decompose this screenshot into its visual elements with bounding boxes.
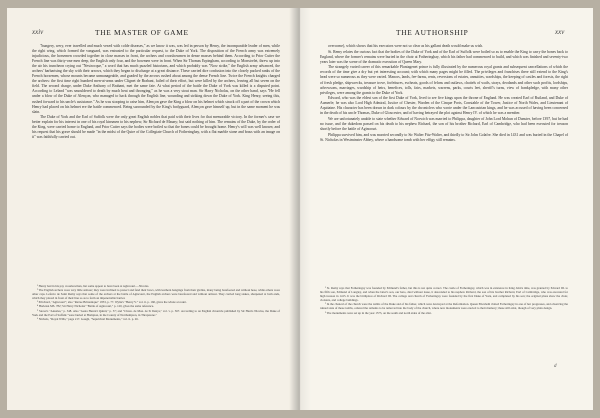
paragraph: The strangely varied career of this remarkable Plantagenet prince is fully illustrated by the numerous royal grants and subsequent cancellations of which the records of the time give a dry but yet interesting account; with which many pages might be filled. The privileges and franchises there still extend to the King's head were so numerous as they were varied. Manors, lands, fee-farms, rents, reversions of estates, annuities, wardships, the keeping of castles and forests, the right of fresh pledge, shipwrecks, treasure trove, forfeitures, escheats, goods of felons and outlaws, chattels of waifs, strays, deodands and other such profits, lordships, advowsons, marriages, wardship of heirs, benefices, tolls, fairs, markets, warrens, parks, courts leet, sheriff's turns, view of frankpledge, with many other privileges, were among the grants to the Duke of York. [320, 65, 568, 95]
open-book [7, 8, 593, 410]
body-text [32, 44, 280, 140]
footnote: ⁴ Harleian MS. 782; Sir Harry Nicholas' "Battle of Agincourt," p. 120, gives the same reference. [37, 304, 154, 309]
paragraph: "hungery, wery, ever travelled and much vexed with colde diseases," as we know it was, was led in person by Henry, the incomparable leader of men, while the right wing, which formed the vanguard, was entrusted to the particular request, to the Duke of York. The disposition of the French army was extremely injudicious, the horsemen crowded together in close masses in front, the archers and crossbowmen in dense masses behind them. According to Prior Cutter the French line was thirty-one men deep, the English only four, and the bowmen were in front. When Sir Thomas Erpingham, according to Monstrelet, threw up into the air his truncheon crying out "Nestrocque," a word that has much puzzled historians, and which probably was "Now strike," the English army advanced, the archers' barbarising the sky with their arrows, which they began to discharge at a great distance. These carried dire confusion into the closely packed ranks of the French horsemen, whose mounts became unmanageable, and goaded by the arrows rushed about among the dense French line. Twice the French knights charged the archers: the first time right hundred men-at-arms under Clignet de Brabant, failed of their effort, but were killed by the archers, leaving all but seven on the field. The second charge, under Duke Anthony of Brabant, met the same fate. At what period of the battle the Duke of York was killed is a disputed point. According to Leland "was smouldered to death by much heat and thronging," as he was a very stout man. Sir Harry Nicholas, on the other hand, says "He fell under a blow of the Duke of Alençon, who managed to hack through the English line, wounding and striking down the Duke of York. King Henry, seeing this, rushed forward to his uncle's assistance." As he was stooping to raise him, Alençon gave the King a blow on his helmet which struck off a part of the crown which Henry had placed on his helmet ere the battle commenced. Being surrounded by the King's bodyguard, Alençon gave himself up, but in the same moment he was slain. [32, 44, 280, 114]
running-head: THE AUTHORSHIP [396, 28, 469, 37]
signature-mark: d [554, 364, 557, 369]
body-text [320, 44, 568, 143]
left-page [7, 8, 300, 410]
running-head: THE MASTER OF GAME [95, 28, 189, 37]
footnotes [320, 286, 568, 315]
paragraph: Edward, who was the eldest son of the first Duke of York, lived to see five kings upon the throne of England. He was created Earl of Rutland, and Duke of Aumerle; he was also Lord High Admiral, Justice of Chester, Warden of the Cinque Ports, Constable of the Tower, Justice of North Wales, and Lieutenant of Aquitaine. His character has been drawn in dark colours by the chroniclers who wrote under the Lancastrian kings, and he was accused of having been concerned in the death of his uncle Thomas, Duke of Gloucester, and of having betrayed the plot against Henry IV. of which he was a member. [320, 96, 568, 116]
footnote: ¹ St. Remy says that Fotheringay was founded by Edmund's father, but this is not quite correct. The castle of Fotheringay, which was in existence in King John's time, was granted by Edward III. to his fifth son, Edmund of Langley, and when the latter's son, our hero, died without issue, it descended to his nephew Richard, the son of his brother Richard, Earl of Cambridge, who was executed for high treason in 1415. It was the birthplace of Richard III. The college and church of Fotheringay were founded by the first Duke of York, and completed by his son; the original plans show the choir, cloisters, and college buildings. [320, 286, 568, 303]
right-page [300, 8, 593, 410]
paragraph: St. Remy relates the curious fact that the bodies of the Duke of York and of the Earl of Suffolk were boiled so as to enable the King to carry the bones back to England, where the former's remains were buried in the choir at Fotheringhay, which his father had commenced to build, and which was finished and seventy-two years later was the scene of the dramatic execution of Queen Mary. [320, 49, 568, 64]
paragraph: The Duke of York and the Earl of Suffolk were the only great English nobles that paid with their lives for that memorable victory. In the former's case we better explain for his interest in one of his royal kinsmen to his nephew, Sir Richard de Mauny; but said nothing of him. The remains of the Duke, by the order of the King, were carried home to England, and Prior Cutter says the bodies were boiled so that the bones could be brought home. Henry's will was well known; and his request that his grave should be made "in the midst of the Quire of the Collegiate Church of Fotheringhay, with a flat marble stone and brass with an image on it" was faithfully carried out. [32, 115, 280, 140]
footnote: ² In the chancel of the church were the tombs of the Duke and of his father, which were destroyed at the Reformation. Queen Elizabeth visited Fotheringay in one of her progresses, and observing the ruined state of these tombs, ordered the remains to be removed into the body of the church, where new monuments were erected to their memory; these still exist, though of very plain design. [320, 302, 568, 311]
footnote: ⁶ Nichols, "Royal Wills," page 217. Gough, "Sepulchral Monuments," vol. ii. p. 26. [37, 316, 139, 321]
footnote: ³ Pritchard, "Agincourt"; also "Revue Britannique" 1853, p. 77. Wylie's "Henry V." vol. ii. p. 160, gives the whole account. [37, 300, 187, 305]
page-number: xxiv [32, 28, 44, 36]
footnote: ³ The monuments were set up in the year 1573, on the south and north sides of the altar. [325, 310, 432, 315]
footnote: ² The English archers wore very little armour; they were inclined to protect and fend their bows, with leathern hangings from their girdles, many being barefooted and without hose, while others wore other caps. Lefevre de Saint Remy says that some of the archers at the battle of Agincourt, the English archers were barefooted and without armour. They carried long stakes, sharpened at both ends, which they placed in front of their line so as to form an impenetrable barrier. [32, 288, 280, 301]
paragraph: overcome), which shows that his executors were not so clear as his gallant death would make us wish. [328, 44, 484, 48]
paragraph: We are unfortunately unable to state whether Edward of Norwich was married to Philippa, daughter of John Lord Mohun of Dunster, before 1397, but he had no issue, and the dukedom passed on his death to his nephew Richard, the son of his brother Richard, Earl of Cambridge, who had been executed for treason shortly before the battle of Agincourt. [320, 117, 568, 132]
footnote: ¹ Henry had in his pay crossbowmen, but some appear to have been at Agincourt.—Nicolas. [37, 284, 150, 288]
footnotes [32, 284, 280, 321]
page-number: xxv [555, 28, 565, 36]
book-gutter [289, 8, 311, 410]
footnote: ⁵ Stowe's "Annales," p. 348. Also "Gesta Henrici Quinti," p. 57; and "Chron. de Mon. de St Denys," vol. v. p. 567. According to an English chronicle published by Sir Harris Nicolas, the Duke of York and the Earl of Suffolk "were buried at Hampton, in the County of Northampton, in Thrapstone." [32, 308, 280, 317]
paragraph: Philippa survived him, and was married secondly to Sir Walter Fitz-Walter, and thirdly to Sir John Golafre. She died in 1431 and was buried in the Chapel of St. Nicholas in Westminster Abbey, where a handsome tomb with her effigy still remains. [320, 132, 568, 142]
